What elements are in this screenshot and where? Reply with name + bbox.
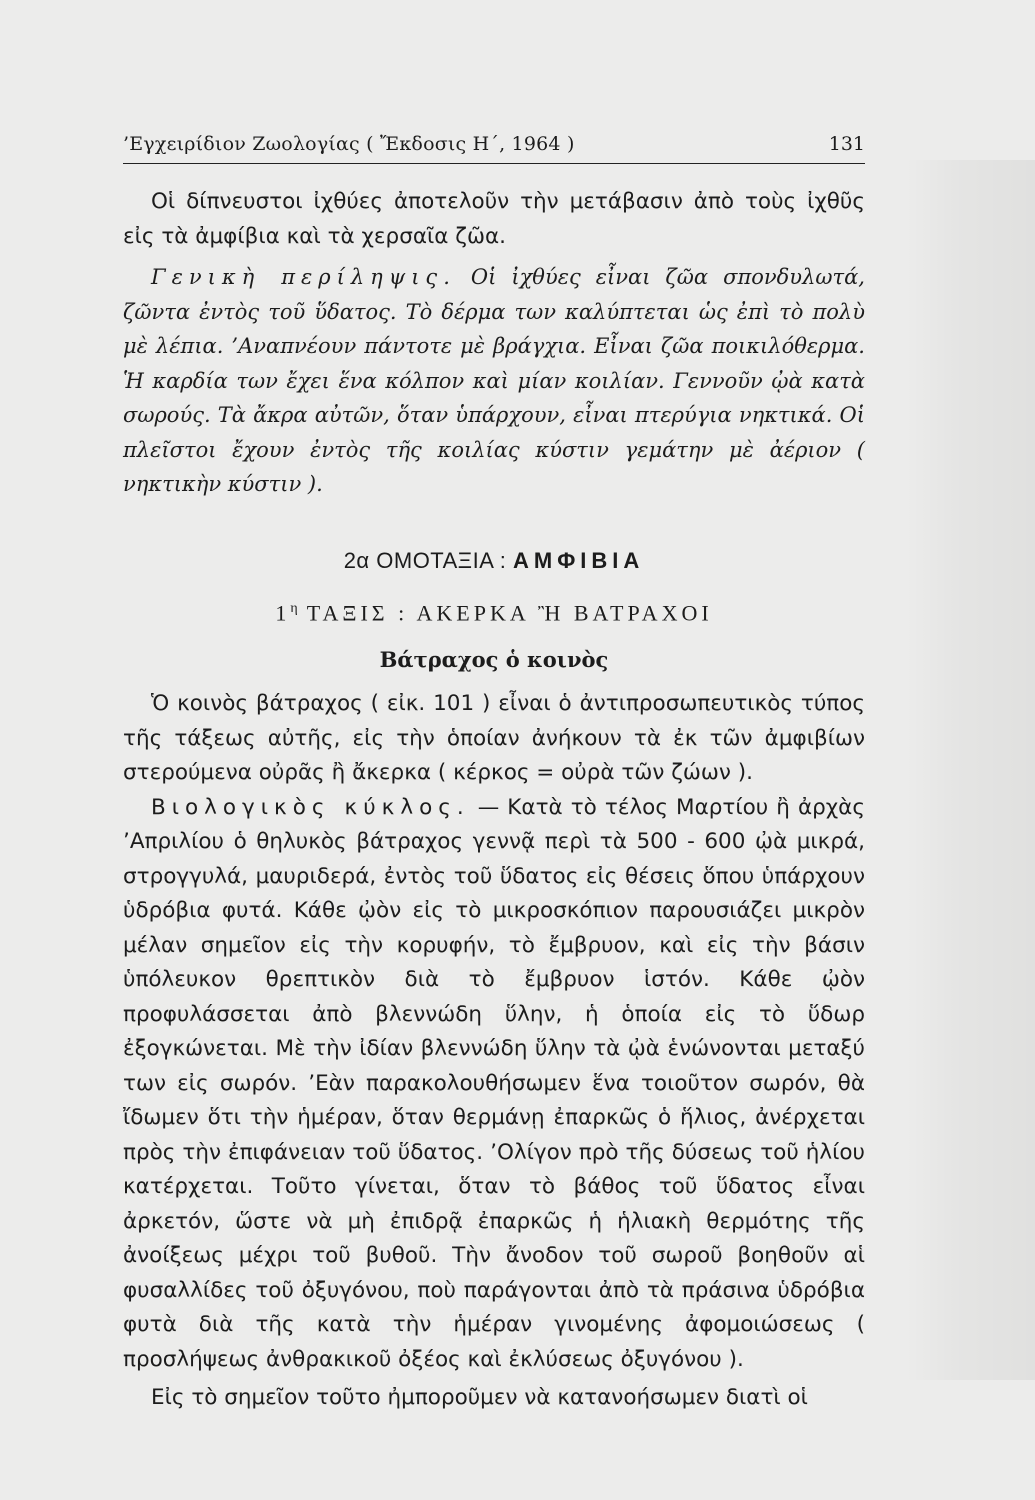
running-title: ’Εγχειρίδιον Ζωολογίας ( Ἔκδοσις Η΄, 1964 ) <box>123 133 575 155</box>
paragraph-dipnoi: Οἱ δίπνευστοι ἰχθύες ἀποτελοῦν τὴν μετάβασιν ἀπὸ τοὺς ἰχθῦς εἰς τὰ ἀμφίβια καὶ τὰ χερσαῖα ζῶα. <box>123 189 865 249</box>
order-superscript: η <box>290 601 298 616</box>
page-number: 131 <box>828 133 865 155</box>
life-cycle-label: Βιολογικὸς κύκλος. <box>151 794 470 820</box>
paragraph-life-cycle <box>123 791 865 1378</box>
page-shading <box>905 160 1035 1380</box>
summary-label: Γενικὴ περίληψις. <box>151 265 456 289</box>
order-number: 1 <box>275 600 291 626</box>
header-rule <box>123 163 865 164</box>
paragraph-final: Εἰς τὸ σημεῖον τοῦτο ἠμποροῦμεν νὰ κατανοήσωμεν διατὶ οἱ <box>151 1385 808 1411</box>
paragraph-summary <box>123 260 865 502</box>
species-heading: Βάτραχος ὁ κοινὸς <box>379 646 609 672</box>
order-text: ΤΑΞΙΣ : ΑΚΕΡΚΑ Ἢ ΒΑΤΡΑΧΟΙ <box>306 600 713 626</box>
summary-text: Οἱ ἰχθύες εἶναι ζῶα σπονδυλωτά, ζῶντα ἐντὸς τοῦ ὕδατος. Τὸ δέρμα των καλύπτεται ὡς ἐπὶ τὸ πολὺ μὲ λέπια. ’Αναπνέουν πάντοτε μὲ βράγχια. Εἶναι ζῶα ποικιλόθερμα. Ἡ καρδία των ἔχει ἕνα κόλπον καὶ μίαν κοιλίαν. Γεννοῦν ᾠὰ κατὰ σωρούς. Τὰ ἄκρα αὐτῶν, ὅταν ὑπάρχουν, εἶναι πτερύγια νηκτικά. Οἱ πλεῖστοι ἔχουν ἐντὸς τῆς κοιλίας κύστιν γεμάτην μὲ ἀέριον ( νηκτικὴν κύστιν ). <box>123 265 865 496</box>
class-heading <box>123 544 865 579</box>
class-name: ΑΜΦΙΒΙΑ <box>513 547 645 573</box>
paragraph-common-frog: Ὁ κοινὸς βάτραχος ( εἰκ. 101 ) εἶναι ὁ ἀντιπροσωπευτικὸς τύπος τῆς τάξεως αὐτῆς, εἰς τὴν ὁποίαν ἀνήκουν τὰ ἐκ τῶν ἀμφιβίων στερούμενα οὐρᾶς ἢ ἄκερκα ( κέρκος = οὐρὰ τῶν ζώων ). <box>123 691 865 786</box>
life-cycle-text: — Κατὰ τὸ τέλος Μαρτίου ἢ ἀρχὰς ’Απριλίου ὁ θηλυκὸς βάτραχος γεννᾷ περὶ τὰ 500 - 600 ᾠὰ μικρά, στρογγυλά, μαυριδερά, ἐντὸς τοῦ ὕδατος εἰς θέσεις ὅπου ὑπάρχουν ὑδρόβια φυτά. Κάθε ᾠὸν εἰς τὸ μικροσκόπιον παρουσιάζει μικρὸν μέλαν σημεῖον εἰς τὴν κορυφήν, τὸ ἔμβρυον, καὶ εἰς τὴν βάσιν ὑπόλευκον θρεπτικὸν διὰ τὸ ἔμβρυον ἱστόν. Κάθε ᾠὸν προφυλάσσεται ἀπὸ βλεννώδη ὕλην, ἡ ὁποία εἰς τὸ ὕδωρ ἐξογκώνεται. Μὲ τὴν ἰδίαν βλεννώδη ὕλην τὰ ᾠὰ ἑνώνονται μεταξύ των εἰς σωρόν. ’Εὰν παρακολουθήσωμεν ἕνα τοιοῦτον σωρόν, θὰ ἴδωμεν ὅτι τὴν ἡμέραν, ὅταν θερμάνῃ ἐπαρκῶς ὁ ἥλιος, ἀνέρχεται πρὸς τὴν ἐπιφάνειαν τοῦ ὕδατος. ’Ολίγον πρὸ τῆς δύσεως τοῦ ἡλίου κατέρχεται. Τοῦτο γίνεται, ὅταν τὸ βάθος τοῦ ὕδατος εἶναι ἀρκετόν, ὥστε νὰ μὴ ἐπιδρᾷ ἐπαρκῶς ἡ ἡλιακὴ θερμότης τῆς ἀνοίξεως μέχρι τοῦ βυθοῦ. Τὴν ἄνοδον τοῦ σωροῦ βοηθοῦν αἱ φυσαλλίδες τοῦ ὀξυγόνου, ποὺ παράγονται ἀπὸ τὰ πράσινα ὑδρόβια φυτὰ διὰ τῆς κατὰ τὴν ἡμέραν γινομένης ἀφομοιώσεως ( προσλήψεως ἀνθρακικοῦ ὀξέος καὶ ἐκλύσεως ὀξυγόνου ). <box>123 794 865 1372</box>
order-heading <box>123 592 865 631</box>
running-header <box>123 123 865 161</box>
class-prefix: 2α ΟΜΟΤΑΞΙΑ : <box>343 547 507 573</box>
page-body <box>123 185 865 1416</box>
